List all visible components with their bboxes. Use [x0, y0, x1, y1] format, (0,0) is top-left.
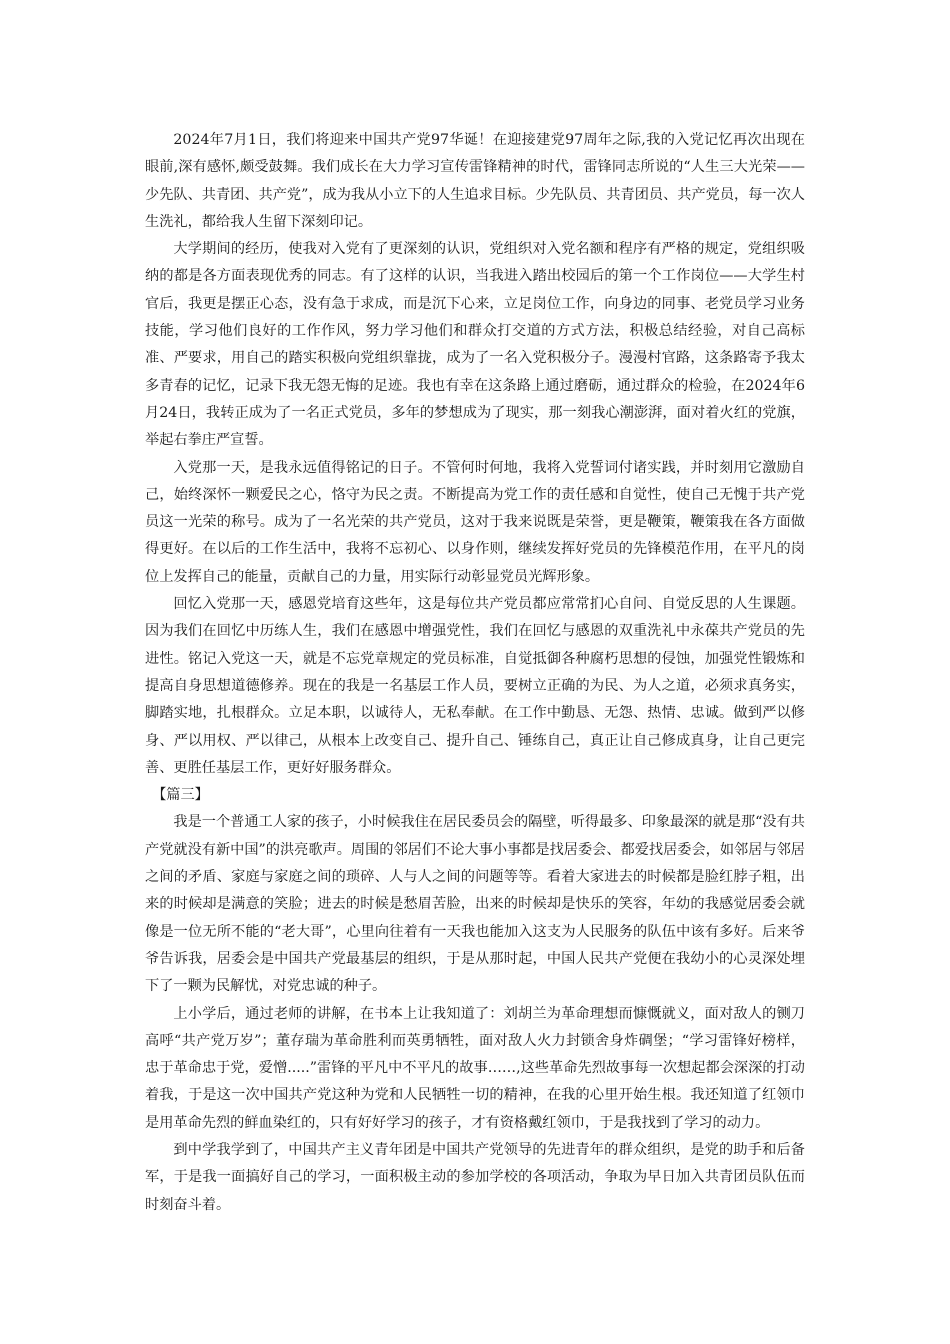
document-body [145, 127, 805, 1219]
paragraph-anniversary: 2024年7月1日，我们将迎来中国共产党97华诞！在迎接建党97周年之际,我的入党记忆再次出现在眼前,深有感怀,颇受鼓舞。我们成长在大力学习宣传雷锋精神的时代，雷锋同志所说的“人生三大光荣——少先队、共青团、共产党”，成为我从小立下的人生追求目标。少先队员、共青团员、共产党员，每一次人生洗礼，都给我人生留下深刻印记。 [145, 132, 805, 230]
paragraph-university: 大学期间的经历，使我对入党有了更深刻的认识，党组织对入党名额和程序有严格的规定，党组织吸纳的都是各方面表现优秀的同志。有了这样的认识，当我进入踏出校园后的第一个工作岗位——大学生村官后，我更是摆正心态，没有急于求成，而是沉下心来，立足岗位工作，向身边的同事、老党员学习业务技能，学习他们良好的工作作风，努力学习他们和群众打交道的方式方法，积极总结经验，对自己高标准、严要求，用自己的踏实积极向党组织靠拢，成为了一名入党积极分子。漫漫村官路，这条路寄予我太多青春的记忆，记录下我无怨无悔的足迹。我也有幸在这条路上通过磨砺，通过群众的检验，在2024年6月24日，我转正成为了一名正式党员，多年的梦想成为了现实，那一刻我心潮澎湃，面对着火红的党旗，举起右拳庄严宣誓。 [145, 241, 805, 449]
paragraph-childhood: 我是一个普通工人家的孩子，小时候我住在居民委员会的隔壁，听得最多、印象最深的就是那“没有共产党就没有新中国”的洪亮歌声。周围的邻居们不论大事小事都是找居委会、都爱找居委会，如邻居与邻居之间的矛盾、家庭与家庭之间的琐碎、人与人之间的问题等等。看着大家进去的时候都是脸红脖子粗，出来的时候却是满意的笑脸；进去的时候是愁眉苦脸，出来的时候却是快乐的笑容，年幼的我感觉居委会就像是一位无所不能的“老大哥”，心里向往着有一天我也能加入这支为人民服务的队伍中该有多好。后来爷爷告诉我，居委会是中国共产党最基层的组织，于是从那时起，中国人民共产党便在我幼小的心灵深处埋下了一颗为民解忧，对党忠诚的种子。 [145, 814, 805, 995]
paragraph-primary-school: 上小学后，通过老师的讲解，在书本上让我知道了：刘胡兰为革命理想而慷慨就义，面对敌人的铡刀高呼“共产党万岁”；董存瑞为革命胜利而英勇牺牲，面对敌人火力封锁舍身炸碉堡；“学习雷锋好榜样，忠于革命忠于党，爱憎.....”雷锋的平凡中不平凡的故事……,这些革命先烈故事每一次想起都会深深的打动着我，于是这一次中国共产党这种为党和人民牺牲一切的精神，在我的心里开始生根。我还知道了红领巾是用革命先烈的鲜血染红的，只有好好学习的孩子，才有资格戴红领巾，于是我找到了学习的动力。 [145, 1005, 805, 1131]
paragraph-reflection: 回忆入党那一天，感恩党培育这些年，这是每位共产党员都应常常扪心自问、自觉反思的人生课题。因为我们在回忆中历练人生，我们在感恩中增强党性，我们在回忆与感恩的双重洗礼中永葆共产党员的先进性。铭记入党这一天，就是不忘党章规定的党员标准，自觉抵御各种腐朽思想的侵蚀，加强党性锻炼和提高自身思想道德修养。现在的我是一名基层工作人员，要树立正确的为民、为人之道，必须求真务实，脚踏实地，扎根群众。立足本职，以诚待人，无私奉献。在工作中勤恳、无怨、热情、忠诚。做到严以修身、严以用权、严以律己，从根本上改变自己、提升自己、锤练自己，真正让自己修成真身，让自己更完善、更胜任基层工作，更好好服务群众。 [145, 596, 805, 776]
paragraph-joining-day: 入党那一天，是我永远值得铭记的日子。不管何时何地，我将入党誓词付诸实践，并时刻用它激励自己，始终深怀一颗爱民之心，恪守为民之责。不断提高为党工作的责任感和自觉性，使自己无愧于共产党员这一光荣的称号。成为了一名光荣的共产党员，这对于我来说既是荣誉，更是鞭策，鞭策我在各方面做得更好。在以后的工作生活中，我将不忘初心、以身作则，继续发挥好党员的先锋模范作用，在平凡的岗位上发挥自己的能量，贡献自己的力量，用实际行动彰显党员光辉形象。 [145, 459, 805, 585]
paragraph-middle-school: 到中学我学到了，中国共产主义青年团是中国共产党领导的先进青年的群众组织，是党的助手和后备军，于是我一面搞好自己的学习，一面积极主动的参加学校的各项活动，争取为早日加入共青团员队伍而时刻奋斗着。 [145, 1141, 805, 1213]
section-heading: 【篇三】 [152, 787, 209, 804]
